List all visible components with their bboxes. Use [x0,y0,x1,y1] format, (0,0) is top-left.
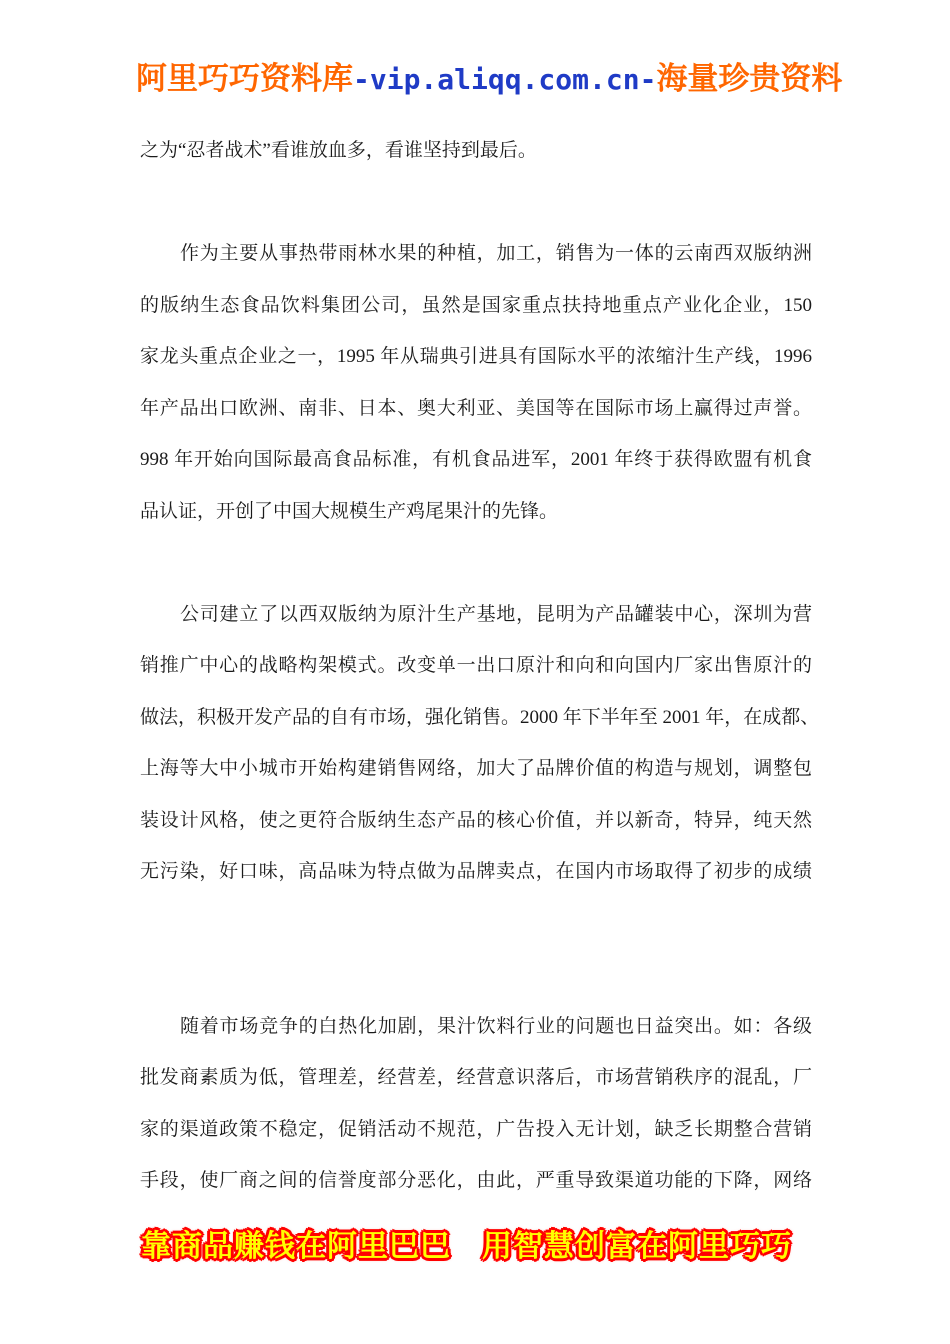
text-line: 装设计风格，使之更符合版纳生态产品的核心价值，并以新奇，特异，纯天然 [140,809,812,831]
document-body [140,125,820,1207]
header-url-link[interactable]: -vip.aliqq.com.cn- [353,63,657,96]
header-tagline: 海量珍贵资料 [656,61,843,96]
text-line: 家的渠道政策不稳定，促销活动不规范，广告投入无计划，缺乏长期整合营销 [140,1118,812,1140]
header-site-name: 阿里巧巧资料库 [136,61,353,96]
text-line: 的版纳生态食品饮料集团公司，虽然是国家重点扶持地重点产业化企业，150 [140,294,812,316]
text-line: 做法，积极开发产品的自有市场，强化销售。2000 年下半年至 2001 年，在成都、 [140,706,820,728]
text-line: 无污染，好口味，高品味为特点做为品牌卖点，在国内市场取得了初步的成绩 [140,861,812,882]
text-line: 上海等大中小城市开始构建销售网络，加大了品牌价值的构造与规划，调整包 [140,758,812,779]
paragraph [140,589,820,898]
text-line: 作为主要从事热带雨林水果的种植，加工，销售为一体的云南西双版纳洲 [180,243,812,264]
header-ad-banner [136,58,842,101]
paragraph [140,125,812,177]
text-line: 公司建立了以西双版纳为原汁生产基地，昆明为产品罐装中心，深圳为营 [180,603,812,625]
text-line: 销推广中心的战略构架模式。改变单一出口原汁和向和向国内厂家出售原汁的 [140,655,812,676]
text-line: 品认证，开创了中国大规模生产鸡尾果汁的先锋。 [140,500,559,522]
text-line: 998 年开始向国际最高食品标准，有机食品进军，2001 年终于获得欧盟有机食 [140,449,812,470]
text-line: 家龙头重点企业之一，1995 年从瑞典引进具有国际水平的浓缩汁生产线，1996 [140,346,812,367]
footer-slogan: 靠商品赚钱在阿里巴巴 用智慧创富在阿里巧巧 [141,1230,792,1263]
paragraph [140,228,812,537]
footer-ad-banner [141,1227,792,1267]
text-line: 批发商素质为低，管理差，经营差，经营意识落后，市场营销秩序的混乱，厂 [140,1067,812,1088]
text-line: 随着市场竞争的白热化加剧，果汁饮料行业的问题也日益突出。如：各级 [180,1015,812,1037]
text-line: 手段，使厂商之间的信誉度部分恶化，由此，严重导致渠道功能的下降，网络 [140,1170,812,1191]
text-line: 年产品出口欧洲、南非、日本、奥大利亚、美国等在国际市场上赢得过声誉。 [140,397,812,419]
paragraph [140,1001,812,1207]
text-line: 之为“忍者战术”看谁放血多，看谁坚持到最后。 [140,140,537,161]
